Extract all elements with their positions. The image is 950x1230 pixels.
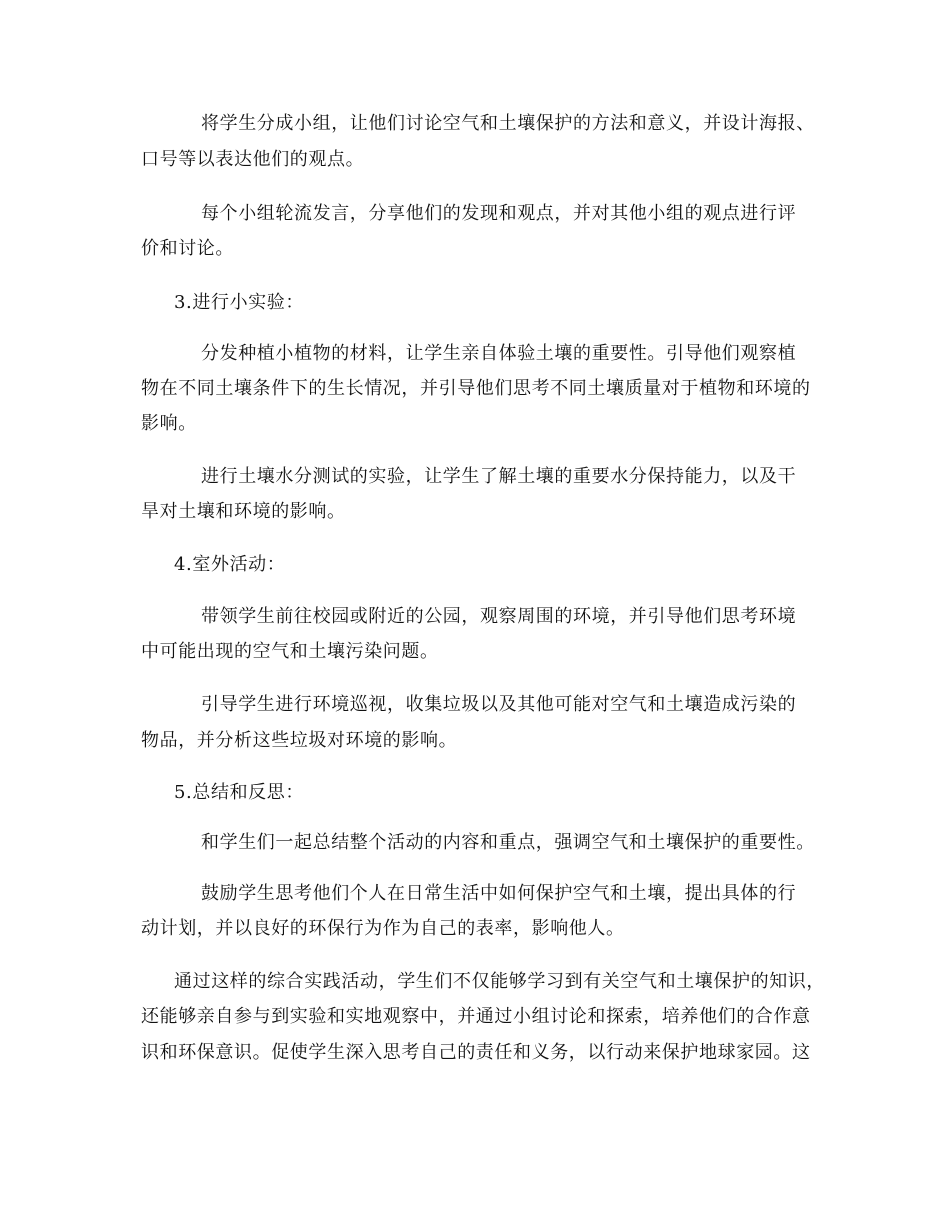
text-line: 口号等以表达他们的观点。 [141,149,365,170]
text-line: 旱对土壤和环境的影响。 [141,501,346,522]
section-heading: 5.总结和反思： [174,782,304,803]
text-line: 分发种植小植物的材料，让学生亲自体验土壤的重要性。引导他们观察植 [201,343,797,364]
text-line: 和学生们一起总结整个活动的内容和重点，强调空气和土壤保护的重要性。 [201,832,815,853]
text-line: 物品，并分析这些垃圾对环境的影响。 [141,730,458,751]
section-heading: 4.室外活动： [174,554,286,575]
text-line: 将学生分成小组，让他们讨论空气和土壤保护的方法和意义，并设计海报、 [201,113,815,134]
text-line: 物在不同土壤条件下的生长情况，并引导他们思考不同土壤质量对于植物和环境的 [141,378,811,399]
text-line: 还能够亲自参与到实验和实地观察中，并通过小组讨论和探索，培养他们的合作意 [141,1006,811,1027]
text-line: 价和讨论。 [141,238,234,259]
text-line: 通过这样的综合实践活动，学生们不仅能够学习到有关空气和土壤保护的知识， [174,971,825,992]
text-line: 影响。 [141,413,197,434]
section-heading: 3.进行小实验： [174,292,304,313]
text-line: 中可能出现的空气和土壤污染问题。 [141,641,439,662]
text-line: 带领学生前往校园或附近的公园，观察周围的环境，并引导他们思考环境 [201,606,797,627]
text-line: 识和环保意识。促使学生深入思考自己的责任和义务，以行动来保护地球家园。这 [141,1042,811,1063]
text-line: 进行土壤水分测试的实验，让学生了解土壤的重要水分保持能力，以及干 [201,466,797,487]
text-line: 鼓励学生思考他们个人在日常生活中如何保护空气和土壤，提出具体的行 [201,883,797,904]
text-line: 引导学生进行环境巡视，收集垃圾以及其他可能对空气和土壤造成污染的 [201,694,797,715]
text-line: 每个小组轮流发言，分享他们的发现和观点，并对其他小组的观点进行评 [201,203,797,224]
text-line: 动计划，并以良好的环保行为作为自己的表率，影响他人。 [141,918,625,939]
